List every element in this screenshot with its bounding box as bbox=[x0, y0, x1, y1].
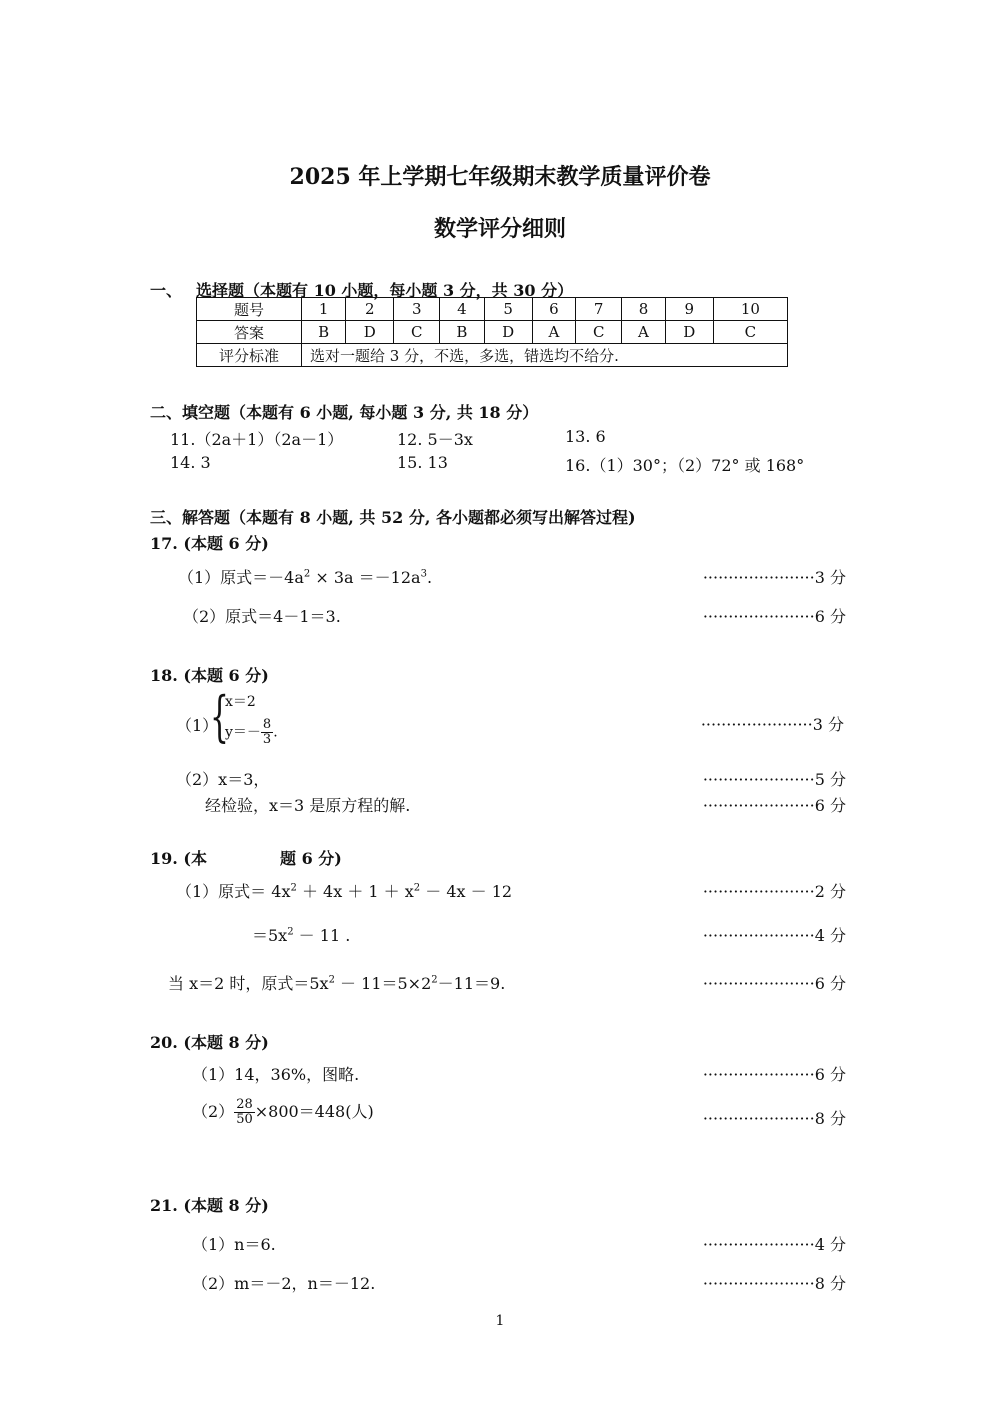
q18-verification: 经检验，x＝3 是原方程的解. bbox=[205, 796, 411, 815]
page-title: 2025 年上学期七年级期末教学质量评价卷 bbox=[289, 164, 711, 190]
question-number: 10 bbox=[713, 298, 787, 321]
answer-cell: D bbox=[665, 321, 713, 344]
q19-evaluation-text: －11＝9. bbox=[437, 974, 506, 993]
q11-answer bbox=[170, 427, 343, 450]
q21-heading: 21. (本题 8 分) bbox=[150, 1196, 269, 1215]
q19-score-3: ······················6 分 bbox=[702, 974, 846, 993]
q17-part2: （2）原式＝4－1＝3. bbox=[183, 607, 341, 626]
q17-part1-text: . bbox=[426, 568, 433, 587]
question-number: 2 bbox=[346, 298, 394, 321]
page-number: 1 bbox=[495, 1313, 505, 1329]
question-number: 1 bbox=[302, 298, 346, 321]
answer-cell: D bbox=[484, 321, 532, 344]
fraction-numerator: 28 bbox=[236, 1097, 253, 1112]
q19-score-2: ······················4 分 bbox=[702, 926, 846, 945]
question-number: 4 bbox=[440, 298, 484, 321]
q19-heading-b: 题 6 分) bbox=[280, 849, 342, 868]
q12-expression: 5－3x bbox=[427, 430, 473, 449]
answer-table bbox=[196, 297, 788, 367]
q19-part1-result bbox=[252, 923, 350, 946]
answer-cell: C bbox=[713, 321, 787, 344]
table-row-questions bbox=[197, 298, 788, 321]
q11-number: 11. bbox=[170, 430, 196, 449]
section3-title: 三、解答题（本题有 8 小题, 共 52 分, 各小题都必须写出解答过程) bbox=[150, 508, 636, 527]
fraction bbox=[261, 718, 273, 747]
q15-answer: 15. 13 bbox=[397, 453, 448, 472]
q20-part2-label: （2） bbox=[192, 1102, 235, 1121]
q21-score-2: ······················8 分 bbox=[702, 1274, 846, 1293]
exponent: 2 bbox=[287, 926, 294, 938]
row-label-answer: 答案 bbox=[197, 321, 302, 344]
q18-part2: （2）x＝3， bbox=[176, 770, 270, 789]
question-number: 8 bbox=[622, 298, 666, 321]
q18-equation-2 bbox=[225, 718, 278, 747]
q20-score-2: ······················8 分 bbox=[702, 1109, 846, 1128]
question-number: 5 bbox=[484, 298, 532, 321]
exponent: 2 bbox=[328, 974, 335, 986]
q20-part2 bbox=[192, 1098, 374, 1127]
row-label-question: 题号 bbox=[197, 298, 302, 321]
exponent: 2 bbox=[431, 974, 438, 986]
q19-part1 bbox=[176, 879, 512, 902]
answer-cell: A bbox=[532, 321, 576, 344]
exponent: 2 bbox=[413, 882, 421, 894]
q16-answer: 16.（1）30°；（2）72° 或 168° bbox=[565, 456, 805, 475]
q19-part1-text: ＋ 4x ＋ 1 ＋ x bbox=[296, 882, 414, 901]
q18-heading: 18. (本题 6 分) bbox=[150, 666, 269, 685]
q19-heading-a: 19. (本 bbox=[150, 849, 207, 868]
question-number: 9 bbox=[665, 298, 713, 321]
q21-part1: （1）n＝6. bbox=[192, 1235, 276, 1254]
answer-cell: A bbox=[622, 321, 666, 344]
criteria-cell: 选对一题给 3 分，不选，多选，错选均不给分. bbox=[302, 344, 788, 367]
page-subtitle: 数学评分细则 bbox=[433, 216, 566, 242]
q19-part1-text: （1）原式＝ 4x bbox=[176, 882, 291, 901]
fraction bbox=[234, 1098, 255, 1127]
exponent: 2 bbox=[303, 568, 311, 580]
q17-part1-text: × 3a ＝－12a bbox=[310, 568, 421, 587]
question-number: 7 bbox=[576, 298, 622, 321]
q18-equation-2-text: . bbox=[273, 724, 278, 741]
q17-score-1: ······················3 分 bbox=[702, 568, 846, 587]
q19-result-text: ＝5x bbox=[252, 926, 288, 945]
exponent: 2 bbox=[290, 882, 297, 894]
fraction-numerator: 8 bbox=[262, 717, 272, 732]
q21-part2: （2）m＝－2，n＝－12. bbox=[192, 1274, 376, 1293]
q20-part1: （1）14，36%，图略. bbox=[192, 1065, 360, 1084]
table-row-criteria bbox=[197, 344, 788, 367]
q18-score-1: ······················3 分 bbox=[700, 715, 844, 734]
q19-evaluation-text: 当 x＝2 时，原式＝5x bbox=[168, 974, 329, 993]
q12-number: 12. bbox=[397, 430, 423, 449]
q17-part1 bbox=[178, 565, 432, 588]
question-number: 3 bbox=[394, 298, 440, 321]
q21-score-1: ······················4 分 bbox=[702, 1235, 846, 1254]
q13-answer: 13. 6 bbox=[565, 427, 606, 446]
question-number: 6 bbox=[532, 298, 576, 321]
q19-evaluation-text: － 11＝5×2 bbox=[334, 974, 432, 993]
q19-result-text: － 11 . bbox=[293, 926, 351, 945]
section1-title: 选择题（本题有 10 小题，每小题 3 分，共 30 分） bbox=[196, 281, 574, 300]
row-label-criteria: 评分标准 bbox=[197, 344, 302, 367]
q19-part1-text: － 4x － 12 bbox=[420, 882, 513, 901]
q19-score-1: ······················2 分 bbox=[702, 882, 846, 901]
section2-title: 二、填空题（本题有 6 小题, 每小题 3 分, 共 18 分） bbox=[150, 403, 539, 422]
q20-score-1: ······················6 分 bbox=[702, 1065, 846, 1084]
q18-equation-2-text: y＝－ bbox=[225, 724, 261, 741]
q17-score-2: ······················6 分 bbox=[702, 607, 846, 626]
q20-part2-text: ×800＝448(人) bbox=[254, 1102, 374, 1121]
table-row-answers bbox=[197, 321, 788, 344]
exponent: 3 bbox=[420, 568, 427, 580]
q14-answer: 14. 3 bbox=[170, 453, 211, 472]
q18-part1-label: （1） bbox=[176, 716, 219, 735]
q18-equation-1: x＝2 bbox=[225, 694, 256, 710]
q19-evaluation bbox=[168, 971, 505, 994]
answer-cell: C bbox=[394, 321, 440, 344]
q18-score-2: ······················5 分 bbox=[702, 770, 846, 789]
fraction-denominator: 50 bbox=[236, 1112, 253, 1127]
q18-score-3: ······················6 分 bbox=[702, 796, 846, 815]
fraction-denominator: 3 bbox=[262, 732, 272, 747]
q17-part1-text: （1）原式＝－4a bbox=[178, 568, 304, 587]
answer-cell: C bbox=[576, 321, 622, 344]
q12-answer bbox=[397, 427, 473, 450]
answer-cell: B bbox=[302, 321, 346, 344]
section1-number: 一、 bbox=[150, 281, 183, 300]
system-brace: { bbox=[210, 685, 229, 748]
q11-expression: （2a＋1）（2a－1） bbox=[195, 430, 344, 449]
answer-cell: D bbox=[346, 321, 394, 344]
answer-cell: B bbox=[440, 321, 484, 344]
q17-heading: 17. (本题 6 分) bbox=[150, 534, 269, 553]
q20-heading: 20. (本题 8 分) bbox=[150, 1033, 269, 1052]
